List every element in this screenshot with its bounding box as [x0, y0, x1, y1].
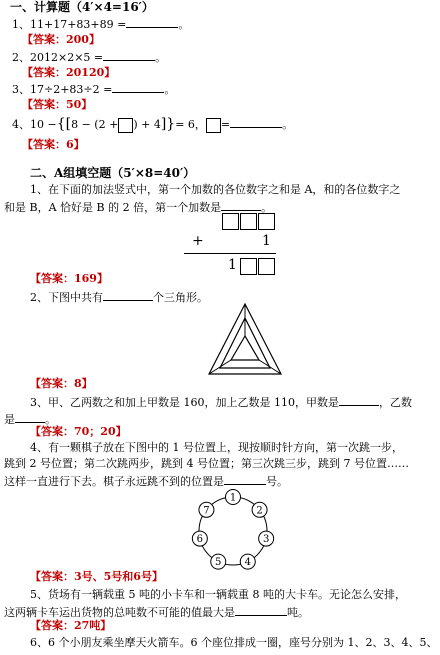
question-expression: 11+17+83+89 = [30, 18, 127, 31]
digit-box [240, 258, 257, 275]
digit-box [222, 213, 239, 230]
sum-digit: 1 [228, 257, 237, 273]
answer-blank[interactable] [126, 16, 178, 28]
question-5-line-1: 1、在下面的加法竖式中，第一个加数的各位数字之和是 A，和的各位数字之 [30, 183, 401, 196]
sum-line [184, 253, 276, 254]
answer-9: 【答案：27吨】 [30, 619, 112, 632]
question-8-line-3: 这样一直进行下去。棋子永远跳不到的位置是 号。 [4, 475, 288, 488]
triangle-figure [205, 300, 285, 380]
answer-3: 【答案：50】 [22, 98, 93, 111]
answer-blank[interactable] [103, 289, 153, 301]
answer-1: 【答案：200】 [22, 33, 100, 46]
answer-blank[interactable] [103, 49, 155, 61]
unknown-box [118, 118, 133, 133]
answer-blank[interactable] [224, 473, 266, 485]
answer-4: 【答案：6】 [22, 138, 85, 151]
unknown-box [206, 118, 221, 133]
answer-7: 【答案：70；20】 [30, 425, 127, 438]
position-label: 3 [262, 534, 270, 546]
position-label: 7 [203, 505, 210, 517]
answer-8: 【答案：3号、5号和6号】 [30, 570, 163, 583]
answer-blank[interactable] [112, 81, 164, 93]
position-label: 1 [229, 492, 237, 504]
question-4: 4、10 −{[8 − (2 + ) + 4]}= 6， = 。 [12, 116, 294, 132]
question-7-line-1: 3、甲、乙两数之和加上甲数是 160，加上乙数是 110，甲数是 ，乙数 [30, 396, 412, 409]
question-5-line-2: 和是 B，A 恰好是 B 的 2 倍，第一个加数是 。 [4, 201, 273, 214]
answer-blank[interactable] [235, 604, 287, 616]
question-number: 1、 [12, 18, 30, 31]
plus-sign: + [192, 233, 204, 249]
question-1: 1、11+17+83+89 = 。 [12, 18, 190, 31]
answer-6: 【答案：8】 [30, 377, 93, 390]
question-10-line-1: 6、6 个小朋友乘坐摩天火箭车。6 个座位排成一圈，座号分别为 1、2、3、4、5、 [30, 636, 438, 649]
question-9-line-1: 5、货场有一辆载重 5 吨的小卡车和一辆载重 8 吨的大卡车。无论怎么安排， [30, 588, 406, 601]
addend-digit: 1 [262, 233, 271, 249]
position-label: 4 [244, 557, 251, 569]
section-2-title: 二、A组填空题（5′×8=40′） [30, 166, 196, 180]
question-7-line-2: 是 。 [4, 413, 56, 426]
answer-2: 【答案：20120】 [22, 66, 116, 79]
position-label: 2 [256, 505, 263, 517]
circle-positions-figure [188, 486, 278, 576]
answer-5: 【答案：169】 [30, 272, 108, 285]
answer-blank[interactable] [221, 199, 261, 211]
digit-box [258, 213, 275, 230]
digit-box [258, 258, 275, 275]
position-label: 5 [215, 557, 222, 569]
answer-blank[interactable] [15, 411, 45, 423]
question-3: 3、17÷2+83÷2 = 。 [12, 83, 176, 96]
answer-blank[interactable] [339, 394, 379, 406]
question-6: 2、下图中共有 个三角形。 [30, 291, 208, 304]
question-9-line-2: 这两辆卡车运出货物的总吨数不可能的值最大是 吨。 [4, 606, 309, 619]
position-label: 6 [196, 534, 204, 546]
question-8-line-2: 跳到 2 号位置；第二次跳两步，跳到 4 号位置；第三次跳三步，跳到 7 号位置…… [4, 457, 409, 470]
answer-blank[interactable] [230, 116, 282, 128]
question-2: 2、2012×2×5 = 。 [12, 51, 167, 64]
question-8-line-1: 4、有一颗棋子放在下图中的 1 号位置上，现按顺时针方向，第一次跳一步， [30, 441, 403, 454]
section-1-title: 一、计算题（4′×4=16′） [10, 0, 154, 14]
digit-box [240, 213, 257, 230]
